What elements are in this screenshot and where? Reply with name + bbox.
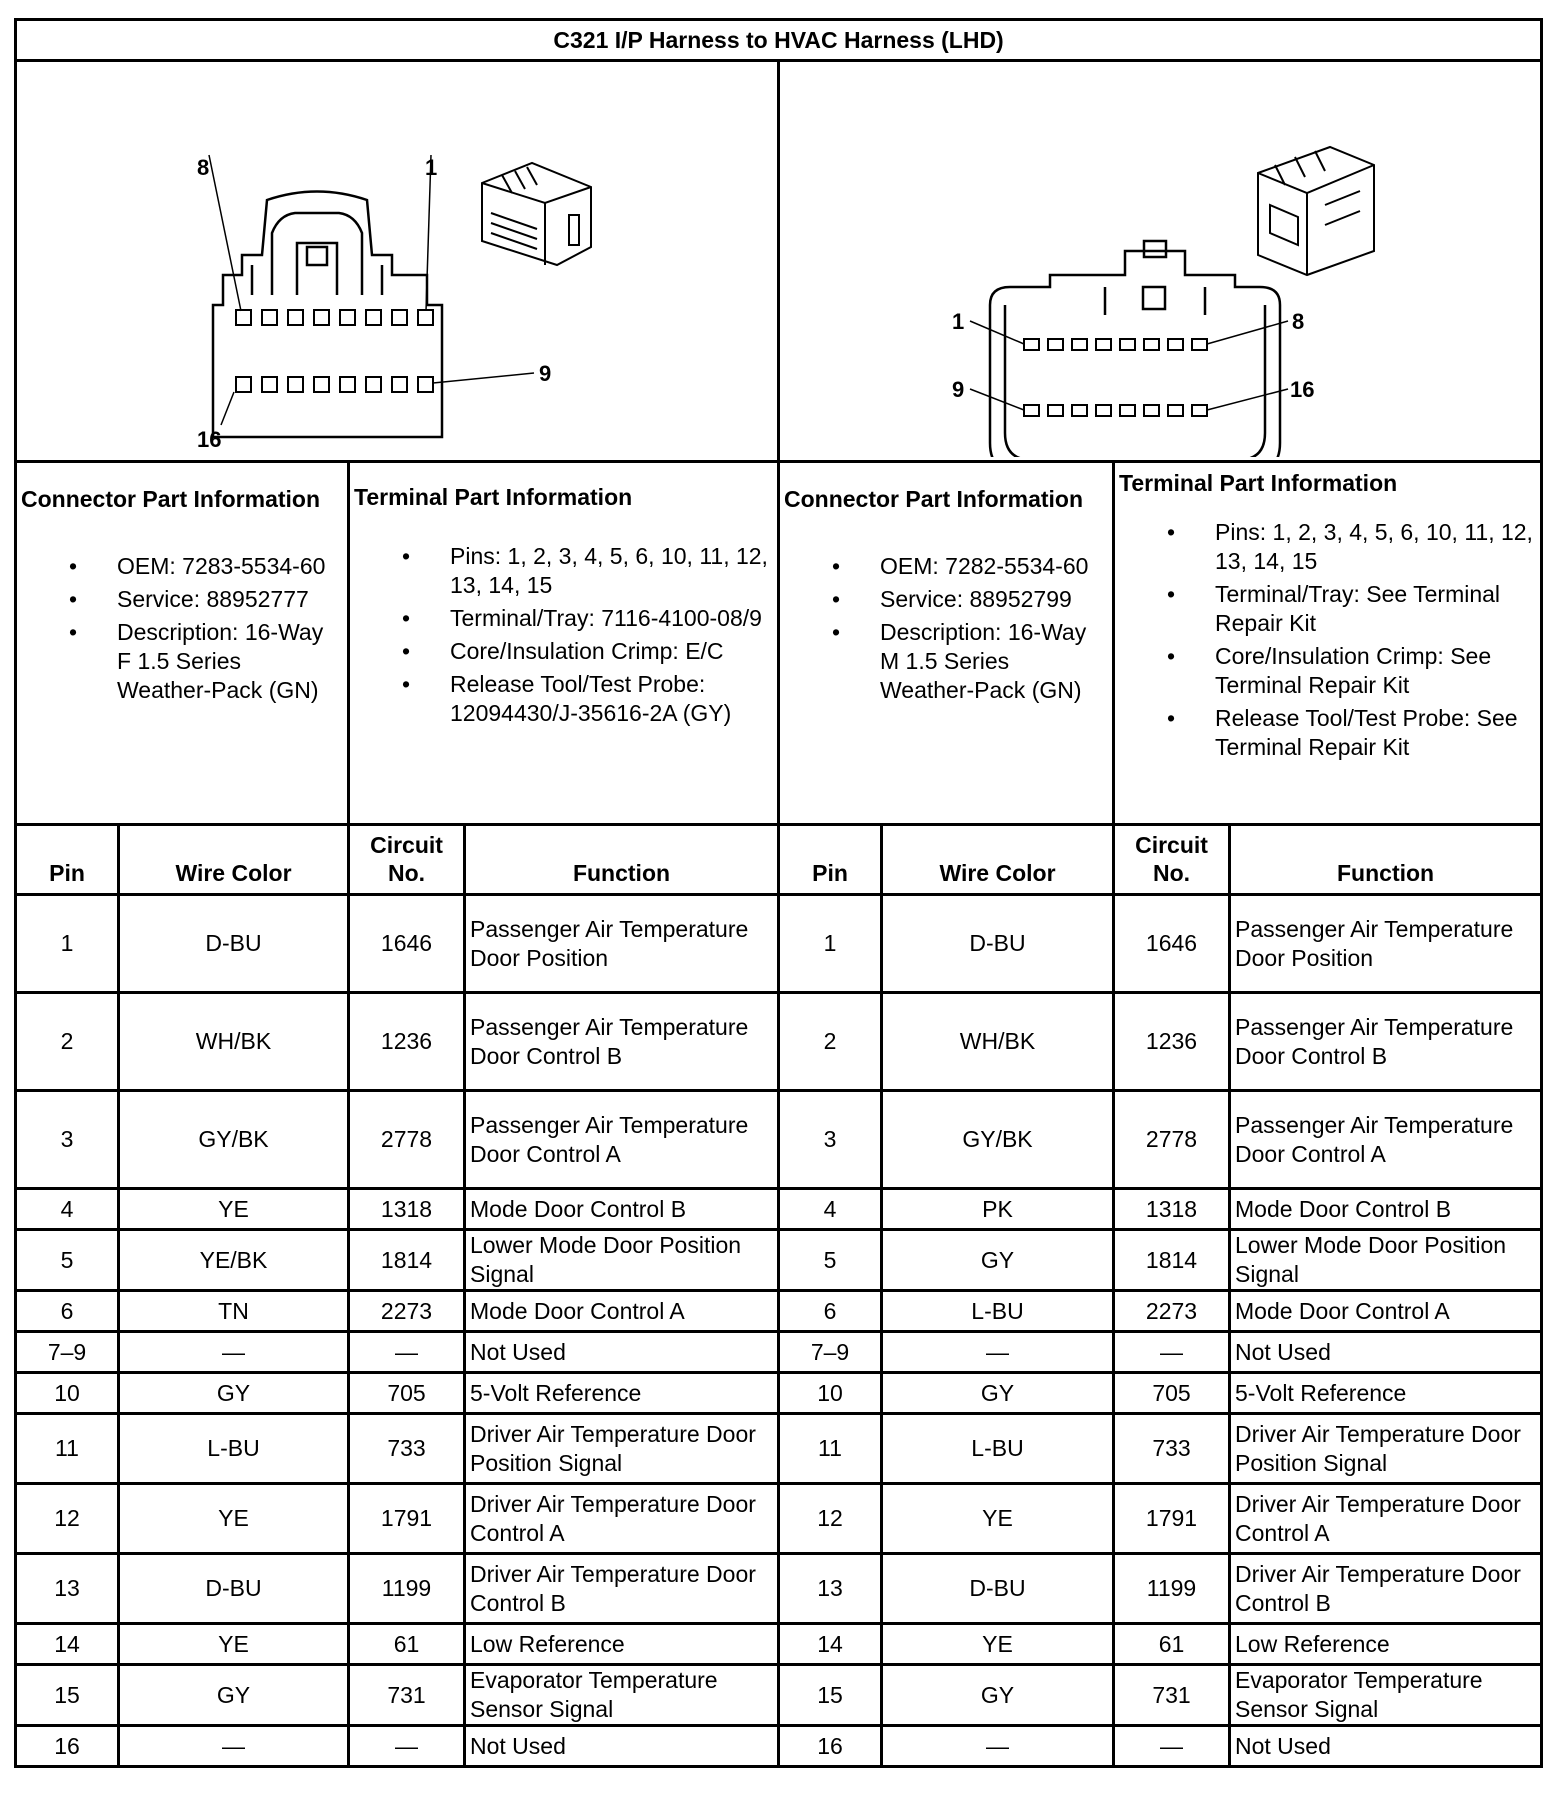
right-connector-heading: Connector Part Information xyxy=(784,486,1084,512)
male-connector-drawing xyxy=(780,65,1540,457)
left-pin-cell: 7–9 xyxy=(16,1332,119,1373)
right-pin-cell: 14 xyxy=(779,1624,882,1665)
left-wire-color-cell: — xyxy=(119,1332,349,1373)
pin-label-1: 1 xyxy=(425,155,438,180)
female-connector-iso-icon xyxy=(482,163,591,265)
left-function-cell: Low Reference xyxy=(465,1624,779,1665)
left-function-cell: Driver Air Temperature Door Position Signal xyxy=(465,1414,779,1484)
left-terminal-tray: • Terminal/Tray: 7116-4100-08/9 xyxy=(350,604,777,633)
left-circuit-cell: 61 xyxy=(349,1624,465,1665)
right-service: • Service: 88952799 xyxy=(780,585,1112,614)
left-release-tool: • Release Tool/Test Probe: 12094430/J-35616-2A (GY) xyxy=(350,670,777,728)
right-pin-cell: 16 xyxy=(779,1726,882,1767)
right-circuit-cell: 1236 xyxy=(1114,993,1230,1091)
pin-label-9: 9 xyxy=(539,361,552,386)
left-wire-color-cell: WH/BK xyxy=(119,993,349,1091)
pin-label-16: 16 xyxy=(197,427,222,452)
table-row xyxy=(16,1332,1542,1373)
right-function-cell: Driver Air Temperature Door Control A xyxy=(1230,1484,1542,1554)
left-pin-cell: 12 xyxy=(16,1484,119,1554)
left-pin-cell: 5 xyxy=(16,1230,119,1291)
right-terminal-heading: Terminal Part Information xyxy=(1119,470,1398,496)
right-circuit-cell: 2778 xyxy=(1114,1091,1230,1189)
left-wire-color-cell: — xyxy=(119,1726,349,1767)
right-circuit-cell: 1814 xyxy=(1114,1230,1230,1291)
right-wire-color-cell: — xyxy=(882,1726,1114,1767)
table-row xyxy=(16,1091,1542,1189)
left-wire-color-cell: D-BU xyxy=(119,1554,349,1624)
left-function-cell: Evaporator Temperature Sensor Signal xyxy=(465,1665,779,1726)
right-oem: • OEM: 7282-5534-60 xyxy=(780,552,1112,581)
table-row xyxy=(16,993,1542,1091)
table-row xyxy=(16,1554,1542,1624)
left-connector-heading: Connector Part Information xyxy=(21,486,321,512)
left-circuit-cell: 2778 xyxy=(349,1091,465,1189)
left-terminal-heading: Terminal Part Information xyxy=(354,484,633,510)
left-circuit-cell: 1236 xyxy=(349,993,465,1091)
left-circuit-cell: 1814 xyxy=(349,1230,465,1291)
header-circuit: Circuit No. xyxy=(1114,825,1230,895)
left-circuit-cell: 705 xyxy=(349,1373,465,1414)
left-wire-color-cell: L-BU xyxy=(119,1414,349,1484)
right-wire-color-cell: WH/BK xyxy=(882,993,1114,1091)
right-function-cell: Passenger Air Temperature Door Control A xyxy=(1230,1091,1542,1189)
left-service: • Service: 88952777 xyxy=(17,585,347,614)
right-connector-part-info xyxy=(779,462,1114,825)
right-circuit-cell: 2273 xyxy=(1114,1291,1230,1332)
page-title: C321 I/P Harness to HVAC Harness (LHD) xyxy=(16,20,1542,61)
left-function-cell: Mode Door Control B xyxy=(465,1189,779,1230)
right-pin-cell: 12 xyxy=(779,1484,882,1554)
left-pin-cell: 1 xyxy=(16,895,119,993)
right-wire-color-cell: D-BU xyxy=(882,1554,1114,1624)
connector-end-view-sheet xyxy=(14,18,1540,1768)
left-circuit-cell: — xyxy=(349,1726,465,1767)
left-pin-cell: 13 xyxy=(16,1554,119,1624)
right-pin-cell: 11 xyxy=(779,1414,882,1484)
right-wire-color-cell: PK xyxy=(882,1189,1114,1230)
left-circuit-cell: 1318 xyxy=(349,1189,465,1230)
header-function: Function xyxy=(1230,825,1542,895)
female-pin-cavities xyxy=(236,310,433,392)
right-terminal-part-info xyxy=(1114,462,1542,825)
header-function: Function xyxy=(465,825,779,895)
right-wire-color-cell: YE xyxy=(882,1484,1114,1554)
left-function-cell: Driver Air Temperature Door Control B xyxy=(465,1554,779,1624)
pin-label-16: 16 xyxy=(1290,377,1315,402)
right-circuit-cell: 61 xyxy=(1114,1624,1230,1665)
right-circuit-cell: 1318 xyxy=(1114,1189,1230,1230)
right-function-cell: Passenger Air Temperature Door Position xyxy=(1230,895,1542,993)
right-wire-color-cell: L-BU xyxy=(882,1291,1114,1332)
right-function-cell: Driver Air Temperature Door Position Signal xyxy=(1230,1414,1542,1484)
pin-label-9: 9 xyxy=(952,377,965,402)
right-function-cell: Mode Door Control B xyxy=(1230,1189,1542,1230)
left-oem: • OEM: 7283-5534-60 xyxy=(17,552,347,581)
right-function-cell: Passenger Air Temperature Door Control B xyxy=(1230,993,1542,1091)
right-wire-color-cell: GY xyxy=(882,1230,1114,1291)
table-row xyxy=(16,1373,1542,1414)
left-wire-color-cell: YE xyxy=(119,1624,349,1665)
right-pin-cell: 3 xyxy=(779,1091,882,1189)
right-description: • Description: 16-Way M 1.5 Series Weather-Pack (GN) xyxy=(780,618,1112,705)
table-row xyxy=(16,1189,1542,1230)
right-wire-color-cell: GY xyxy=(882,1373,1114,1414)
right-wire-color-cell: GY xyxy=(882,1665,1114,1726)
right-pin-cell: 10 xyxy=(779,1373,882,1414)
male-pin-cavities xyxy=(1024,339,1207,416)
left-pin-cell: 16 xyxy=(16,1726,119,1767)
male-pin-leader-lines xyxy=(970,321,1288,410)
header-wire-color: Wire Color xyxy=(119,825,349,895)
right-function-cell: Low Reference xyxy=(1230,1624,1542,1665)
right-circuit-cell: 1791 xyxy=(1114,1484,1230,1554)
right-function-cell: Not Used xyxy=(1230,1726,1542,1767)
right-pin-cell: 7–9 xyxy=(779,1332,882,1373)
left-wire-color-cell: YE/BK xyxy=(119,1230,349,1291)
left-pin-cell: 2 xyxy=(16,993,119,1091)
left-circuit-cell: 1199 xyxy=(349,1554,465,1624)
left-wire-color-cell: YE xyxy=(119,1484,349,1554)
right-connector-diagram xyxy=(779,61,1542,462)
left-function-cell: 5-Volt Reference xyxy=(465,1373,779,1414)
left-function-cell: Not Used xyxy=(465,1726,779,1767)
left-circuit-cell: 733 xyxy=(349,1414,465,1484)
right-circuit-cell: 1646 xyxy=(1114,895,1230,993)
pin-label-8: 8 xyxy=(1292,309,1305,334)
left-pin-cell: 14 xyxy=(16,1624,119,1665)
right-pin-cell: 6 xyxy=(779,1291,882,1332)
left-description: • Description: 16-Way F 1.5 Series Weather-Pack (GN) xyxy=(17,618,347,705)
left-wire-color-cell: D-BU xyxy=(119,895,349,993)
right-pin-cell: 5 xyxy=(779,1230,882,1291)
right-wire-color-cell: GY/BK xyxy=(882,1091,1114,1189)
right-pin-cell: 13 xyxy=(779,1554,882,1624)
left-pin-cell: 11 xyxy=(16,1414,119,1484)
table-row xyxy=(16,1291,1542,1332)
left-function-cell: Driver Air Temperature Door Control A xyxy=(465,1484,779,1554)
right-pin-cell: 1 xyxy=(779,895,882,993)
table-row xyxy=(16,1726,1542,1767)
left-pin-cell: 15 xyxy=(16,1665,119,1726)
header-wire-color: Wire Color xyxy=(882,825,1114,895)
left-pin-cell: 4 xyxy=(16,1189,119,1230)
left-wire-color-cell: GY xyxy=(119,1665,349,1726)
left-terminal-part-info xyxy=(349,462,779,825)
left-function-cell: Mode Door Control A xyxy=(465,1291,779,1332)
header-circuit: Circuit No. xyxy=(349,825,465,895)
right-pin-cell: 2 xyxy=(779,993,882,1091)
left-circuit-cell: 1791 xyxy=(349,1484,465,1554)
left-function-cell: Passenger Air Temperature Door Control A xyxy=(465,1091,779,1189)
table-row xyxy=(16,1230,1542,1291)
right-circuit-cell: — xyxy=(1114,1726,1230,1767)
female-connector-drawing xyxy=(17,65,777,457)
right-pins: • Pins: 1, 2, 3, 4, 5, 6, 10, 11, 12, 13, 14, 15 xyxy=(1115,518,1540,576)
left-pins: • Pins: 1, 2, 3, 4, 5, 6, 10, 11, 12, 13, 14, 15 xyxy=(350,542,777,600)
table-row xyxy=(16,1484,1542,1554)
left-function-cell: Not Used xyxy=(465,1332,779,1373)
table-row xyxy=(16,1665,1542,1726)
right-function-cell: Driver Air Temperature Door Control B xyxy=(1230,1554,1542,1624)
table-row xyxy=(16,1414,1542,1484)
right-pin-cell: 4 xyxy=(779,1189,882,1230)
left-circuit-cell: 731 xyxy=(349,1665,465,1726)
pin-label-8: 8 xyxy=(197,155,210,180)
header-pin: Pin xyxy=(779,825,882,895)
right-terminal-tray: • Terminal/Tray: See Terminal Repair Kit xyxy=(1115,580,1540,638)
header-pin: Pin xyxy=(16,825,119,895)
right-function-cell: Mode Door Control A xyxy=(1230,1291,1542,1332)
right-circuit-cell: 731 xyxy=(1114,1665,1230,1726)
right-wire-color-cell: D-BU xyxy=(882,895,1114,993)
left-function-cell: Passenger Air Temperature Door Control B xyxy=(465,993,779,1091)
table-row xyxy=(16,1624,1542,1665)
male-connector-iso-icon xyxy=(1258,147,1374,275)
left-wire-color-cell: GY xyxy=(119,1373,349,1414)
left-pin-cell: 10 xyxy=(16,1373,119,1414)
pin-label-1: 1 xyxy=(952,309,965,334)
right-circuit-cell: 705 xyxy=(1114,1373,1230,1414)
left-circuit-cell: — xyxy=(349,1332,465,1373)
left-pin-cell: 6 xyxy=(16,1291,119,1332)
table-row xyxy=(16,895,1542,993)
right-circuit-cell: — xyxy=(1114,1332,1230,1373)
right-wire-color-cell: — xyxy=(882,1332,1114,1373)
column-header-row xyxy=(16,825,1542,895)
left-function-cell: Passenger Air Temperature Door Position xyxy=(465,895,779,993)
right-function-cell: Evaporator Temperature Sensor Signal xyxy=(1230,1665,1542,1726)
right-crimp: • Core/Insulation Crimp: See Terminal Repair Kit xyxy=(1115,642,1540,700)
right-function-cell: Lower Mode Door Position Signal xyxy=(1230,1230,1542,1291)
connector-table xyxy=(14,18,1543,1768)
right-wire-color-cell: YE xyxy=(882,1624,1114,1665)
right-circuit-cell: 733 xyxy=(1114,1414,1230,1484)
right-wire-color-cell: L-BU xyxy=(882,1414,1114,1484)
left-crimp: • Core/Insulation Crimp: E/C xyxy=(350,637,777,666)
left-pin-cell: 3 xyxy=(16,1091,119,1189)
left-wire-color-cell: GY/BK xyxy=(119,1091,349,1189)
right-pin-cell: 15 xyxy=(779,1665,882,1726)
right-function-cell: Not Used xyxy=(1230,1332,1542,1373)
right-function-cell: 5-Volt Reference xyxy=(1230,1373,1542,1414)
left-wire-color-cell: YE xyxy=(119,1189,349,1230)
pin-table-body xyxy=(16,895,1542,1767)
right-release-tool: • Release Tool/Test Probe: See Terminal Repair Kit xyxy=(1115,704,1540,762)
left-wire-color-cell: TN xyxy=(119,1291,349,1332)
left-circuit-cell: 2273 xyxy=(349,1291,465,1332)
left-function-cell: Lower Mode Door Position Signal xyxy=(465,1230,779,1291)
left-circuit-cell: 1646 xyxy=(349,895,465,993)
right-circuit-cell: 1199 xyxy=(1114,1554,1230,1624)
left-connector-diagram xyxy=(16,61,779,462)
left-connector-part-info xyxy=(16,462,349,825)
